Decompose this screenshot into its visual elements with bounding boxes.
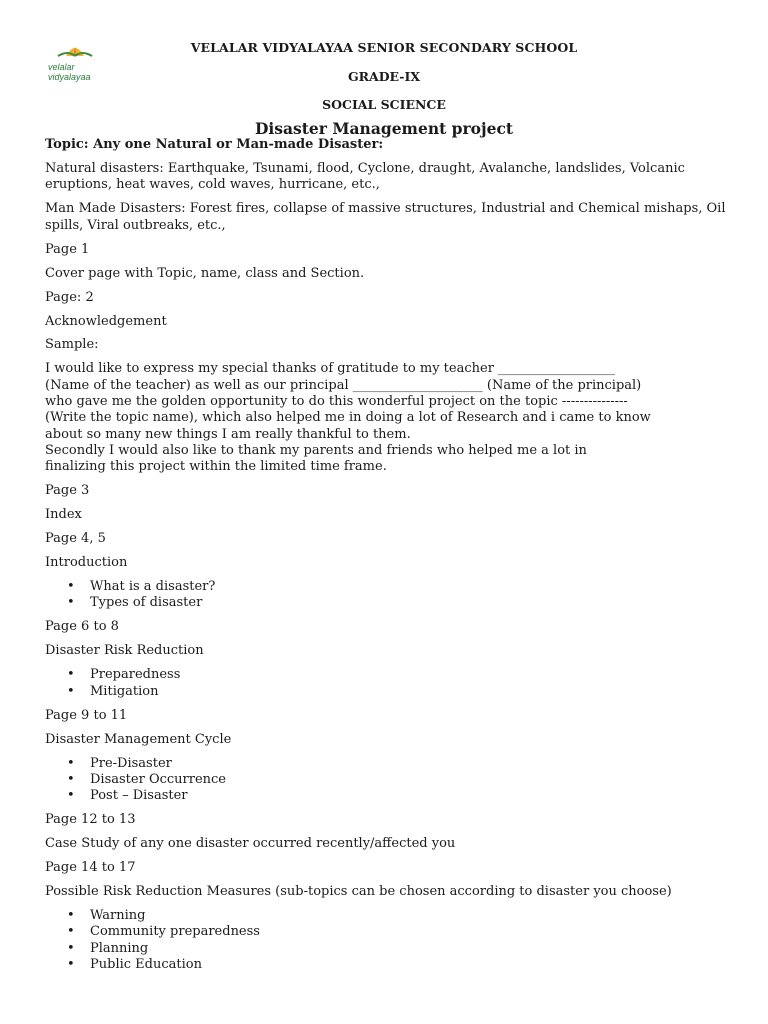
cover-page-text: Cover page with Topic, name, class and Section. <box>45 265 365 281</box>
manmade-disasters-paragraph: Man Made Disasters: Forest fires, collapse of massive structures, Industrial and Chemical mishaps, Oil spills, Viral outbreaks, etc., <box>45 201 726 233</box>
list-item: • What is a disaster? <box>45 579 735 595</box>
sample-label: Sample: <box>45 337 99 353</box>
list-item: • Public Education <box>45 957 735 973</box>
subject-label: SOCIAL SCIENCE <box>322 97 446 112</box>
list-item: • Disaster Occurrence <box>45 772 735 788</box>
page-6-8-label: Page 6 to 8 <box>45 619 119 635</box>
acknowledgement-heading: Acknowledgement <box>45 313 167 329</box>
page-3-label: Page 3 <box>45 483 90 499</box>
list-item: • Mitigation <box>45 684 735 700</box>
grade-label: GRADE-IX <box>347 69 421 84</box>
list-item: • Pre-Disaster <box>45 756 735 772</box>
case-study-text: Case Study of any one disaster occurred recently/affected you <box>45 836 456 852</box>
document-body <box>45 137 735 981</box>
logo-text-line1: velalar <box>48 62 75 72</box>
introduction-list <box>45 579 735 612</box>
risk-reduction-list <box>45 908 735 973</box>
page-14-17-label: Page 14 to 17 <box>45 860 136 876</box>
page-9-11-label: Page 9 to 11 <box>45 707 128 723</box>
page-12-13-label: Page 12 to 13 <box>45 812 136 828</box>
page-1-label: Page 1 <box>45 241 90 257</box>
page-2-label: Page: 2 <box>45 289 94 305</box>
logo-text-line2: vidyalayaa <box>48 72 91 82</box>
risk-reduction-measures-text: Possible Risk Reduction Measures (sub-topics can be chosen according to disaster you choose) <box>45 884 672 900</box>
introduction-heading: Introduction <box>45 555 128 571</box>
sample-acknowledgement-text: I would like to express my special thanks of gratitude to my teacher __________________ (Name of the teacher) as well as our principal ____________________ (Name of the principal) who gave me the golden opportunity to do this wonderful project on the topic --------------- (Write the topic name), which also helped me in doing a lot of Research and i came to know about so many new things I am really thankful to them. Secondly I would also like to thank my parents and friends who helped me a lot in finalizing this project within the limited time frame. <box>45 361 651 475</box>
disaster-risk-reduction-heading: Disaster Risk Reduction <box>45 643 204 659</box>
list-item: • Post – Disaster <box>45 788 735 804</box>
management-cycle-heading: Disaster Management Cycle <box>45 731 232 747</box>
list-item: • Planning <box>45 941 735 957</box>
natural-disasters-paragraph: Natural disasters: Earthquake, Tsunami, flood, Cyclone, draught, Avalanche, landslides, Volcanic eruptions, heat waves, cold waves, hurricane, etc., <box>45 160 685 193</box>
document-header <box>0 40 768 138</box>
page-4-5-label: Page 4, 5 <box>45 531 106 547</box>
list-item: • Community preparedness <box>45 924 735 940</box>
topic-heading: Topic: Any one Natural or Man-made Disaster: <box>45 137 384 152</box>
list-item: • Types of disaster <box>45 595 735 611</box>
list-item: • Preparedness <box>45 667 735 683</box>
management-cycle-list <box>45 756 735 805</box>
school-name: VELALAR VIDYALAYAA SENIOR SECONDARY SCHOOL <box>190 40 578 55</box>
list-item: • Warning <box>45 908 735 924</box>
drr-list <box>45 667 735 700</box>
index-heading: Index <box>45 507 82 523</box>
document-title: Disaster Management project <box>254 119 514 138</box>
